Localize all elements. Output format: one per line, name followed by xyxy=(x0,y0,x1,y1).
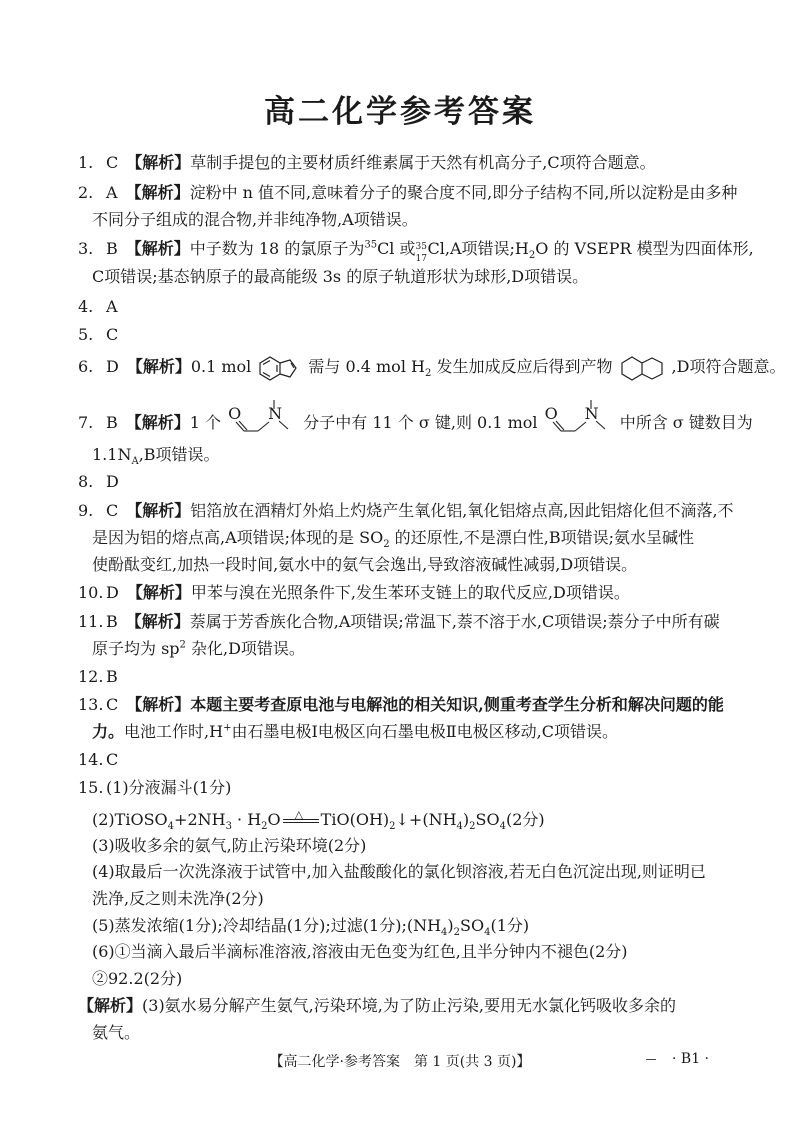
q-number: 4. xyxy=(78,297,94,316)
q-number: 14. xyxy=(78,750,104,769)
q-text: 淀粉中 n 值不同,意味着分子的聚合度不同,即分子结构不同,所以淀粉是由多种 xyxy=(189,183,738,202)
superscript: 2 xyxy=(179,639,186,651)
reaction-arrow xyxy=(281,807,321,831)
footer-center: 【高二化学·参考答案 第 1 页(共 3 页)】 xyxy=(269,1054,531,1070)
q-answer: B xyxy=(106,667,118,686)
q-answer: D xyxy=(106,472,119,491)
subscript: 2 xyxy=(383,539,390,551)
q-number: 3. xyxy=(78,239,94,258)
analysis-tag: 【解析】 xyxy=(125,612,190,631)
q-text: 中子数为 18 的氯原子为 xyxy=(189,239,365,258)
q-number: 1. xyxy=(78,153,94,172)
subscript: 2 xyxy=(389,821,396,833)
question-15-analysis-cont: 氨气。 xyxy=(92,1023,141,1042)
q-answer: B xyxy=(106,612,118,631)
q-text: 需与 0.4 mol H xyxy=(308,357,425,376)
question-2-cont: 不同分子组成的混合物,并非纯净物,A项错误。 xyxy=(92,210,418,229)
q-number: 5. xyxy=(78,325,94,344)
q-text: (1分) xyxy=(490,916,530,935)
eq-part: · H xyxy=(231,810,262,829)
q-text: (5)蒸发浓缩(1分);冷却结晶(1分);过滤(1分);(NH xyxy=(92,916,442,935)
q-text: 甲苯与溴在光照条件下,发生苯环支链上的取代反应,D项错误。 xyxy=(190,583,630,602)
q-text: 本题主要考查原电池与电解池的相关知识,侧重考查学生分析和解决问题的能 xyxy=(190,695,724,714)
q-text: 1.1N xyxy=(92,445,132,464)
footer-code: · B1 · xyxy=(672,1051,709,1067)
question-13 xyxy=(78,695,728,715)
analysis-tag: 【解析】 xyxy=(78,996,143,1015)
q-text: ,D项符合题意。 xyxy=(671,357,786,376)
q-answer: C xyxy=(106,325,119,344)
q-number: 7. xyxy=(78,413,94,432)
eq-part: TiO(OH) xyxy=(320,810,390,829)
atom-o: O xyxy=(228,404,242,423)
question-15-p4a: (4)取最后一次洗涤液于试管中,加入盐酸酸化的氯化钡溶液,若无白色沉淀出现,则证明已 xyxy=(92,862,706,881)
eq-part: SO xyxy=(475,810,500,829)
subscript: 4 xyxy=(499,821,506,833)
question-3 xyxy=(78,239,754,264)
question-15-p4b: 洗净,反之则未洗净(2分) xyxy=(92,889,264,908)
q-text: 草制手提包的主要材质纤维素属于天然有机高分子,C项符合题意。 xyxy=(190,153,656,172)
q-text: O 的 VSEPR 模型为四面体形, xyxy=(535,239,754,258)
question-15-p5 xyxy=(92,916,742,939)
subscript: 2 xyxy=(453,927,461,939)
atom-n: N xyxy=(268,404,283,423)
dmf-structure-2 xyxy=(543,400,615,436)
question-6 xyxy=(78,353,786,381)
q-answer: D xyxy=(106,357,119,376)
analysis-tag: 【解析】 xyxy=(126,357,191,376)
analysis-tag: 【解析】 xyxy=(125,183,190,202)
subscript: 2 xyxy=(261,821,268,833)
q-answer: B xyxy=(106,413,118,432)
q-text: 力。 xyxy=(92,722,125,741)
question-12 xyxy=(78,667,728,687)
q-number: 15. xyxy=(78,778,104,797)
mass-number: 35 xyxy=(364,239,378,251)
q-number: 10. xyxy=(78,583,104,602)
q-text: 中所含 σ 键数目为 xyxy=(619,413,753,432)
eq-part: ) xyxy=(462,810,470,829)
q-number: 2. xyxy=(78,183,94,202)
q-number: 13. xyxy=(78,695,104,714)
footer-dash xyxy=(646,1059,656,1060)
question-15-analysis xyxy=(78,996,728,1016)
q-text: Cl,A项错误;H xyxy=(427,239,529,258)
q-text: 是因为铝的熔点高,A项错误;体现的是 SO xyxy=(92,528,384,547)
q-number: 6. xyxy=(78,357,94,376)
page-title: 高二化学参考答案 xyxy=(264,94,536,130)
product-structure-icon xyxy=(618,354,672,382)
atomic-number: 17 xyxy=(415,253,427,264)
q-text: 杂化,D项错误。 xyxy=(185,639,305,658)
subscript: 4 xyxy=(456,821,463,833)
question-15-p6b: ②92.2(2分) xyxy=(92,969,183,988)
eq-part: +2NH xyxy=(174,810,226,829)
q-text: 萘属于芳香族化合物,A项错误;常温下,萘不溶于水,C项错误;萘分子中所有碳 xyxy=(189,612,720,631)
q-answer: C xyxy=(106,695,119,714)
eq-part: O xyxy=(267,810,281,829)
q-text: (1)分液漏斗(1分) xyxy=(106,778,232,797)
question-9-cont xyxy=(92,528,742,551)
subscript: 2 xyxy=(469,821,476,833)
analysis-tag: 【解析】 xyxy=(126,501,191,520)
q-answer: C xyxy=(106,501,119,520)
question-1 xyxy=(78,153,728,173)
eq-part: ↓+(NH xyxy=(395,810,457,829)
subscript: 3 xyxy=(225,821,232,833)
analysis-tag: 【解析】 xyxy=(125,413,190,432)
atom-n: N xyxy=(584,404,599,423)
q-answer: D xyxy=(106,583,119,602)
heat-condition: △ xyxy=(294,807,304,821)
question-9 xyxy=(78,501,734,521)
subscript: 4 xyxy=(484,927,491,939)
q-number: 9. xyxy=(78,501,94,520)
q-number: 11. xyxy=(78,612,104,631)
question-14 xyxy=(78,750,728,770)
q-answer: A xyxy=(106,183,118,202)
subscript: 2 xyxy=(424,368,432,380)
eq-part: (2)TiOSO xyxy=(92,810,168,829)
q-text: (3)氨水易分解产生氨气,污染环境,为了防止污染,要用无水氯化钙吸收多余的 xyxy=(142,996,676,1015)
q-text: 电池工作时,H xyxy=(124,722,224,741)
q-text: 的还原性,不是漂白性,B项错误;氨水呈碱性 xyxy=(389,528,694,547)
question-3-cont: C项错误;基态钠原子的最高能级 3s 的原子轨道形状为球形,D项错误。 xyxy=(92,267,589,286)
question-11 xyxy=(78,612,728,632)
question-15 xyxy=(78,778,728,798)
indene-structure-icon xyxy=(256,354,308,382)
analysis-tag: 【解析】 xyxy=(126,583,191,602)
analysis-tag: 【解析】 xyxy=(125,239,190,258)
q-text: 1 个 xyxy=(189,413,222,432)
eq-part: (2分) xyxy=(505,810,545,829)
question-15-p6a: (6)①当滴入最后半滴标准溶液,溶液由无色变为红色,且半分钟内不褪色(2分) xyxy=(92,942,628,961)
question-13-cont xyxy=(92,722,742,742)
question-9-cont2: 使酚酞变红,加热一段时间,氨水中的氨气会逸出,导致溶液碱性减弱,D项错误。 xyxy=(92,555,638,574)
q-answer: C xyxy=(106,153,119,172)
question-2 xyxy=(78,183,738,203)
dmf-structure-1 xyxy=(226,400,298,436)
q-text: ) xyxy=(447,916,454,935)
question-7-cont xyxy=(92,445,742,468)
q-number: 8. xyxy=(78,472,94,491)
analysis-tag: 【解析】 xyxy=(126,153,191,172)
q-text: 由石墨电极Ⅰ电极区向石墨电极Ⅱ电极区移动,C项错误。 xyxy=(231,722,618,741)
q-text: 分子中有 11 个 σ 键,则 0.1 mol xyxy=(303,413,538,432)
mass-number: 35 xyxy=(415,241,427,252)
subscript: 2 xyxy=(528,250,536,262)
subscript: 4 xyxy=(441,927,448,939)
question-8 xyxy=(78,472,728,492)
question-15-eq xyxy=(92,808,742,832)
question-10 xyxy=(78,583,728,603)
q-answer: A xyxy=(106,297,118,316)
q-text: ,B项错误。 xyxy=(138,445,220,464)
subscript: 4 xyxy=(167,821,175,833)
analysis-tag: 【解析】 xyxy=(126,695,191,714)
superscript: + xyxy=(223,722,232,734)
q-text: 发生加成反应后得到产物 xyxy=(431,357,613,376)
q-text: Cl 或 xyxy=(377,239,416,258)
q-text: 铝箔放在酒精灯外焰上灼烧产生氧化铝,氧化铝熔点高,因此铝熔化但不滴落,不 xyxy=(190,501,734,520)
question-7 xyxy=(78,400,753,440)
q-text: 原子均为 sp xyxy=(92,639,180,658)
question-15-p3: (3)吸收多余的氨气,防止污染环境(2分) xyxy=(92,836,367,855)
q-answer: B xyxy=(106,239,118,258)
q-text: SO xyxy=(460,916,485,935)
question-5 xyxy=(78,325,728,345)
question-4 xyxy=(78,297,728,317)
subscript: A xyxy=(131,456,139,468)
atom-o: O xyxy=(544,404,558,423)
q-answer: C xyxy=(106,750,119,769)
q-number: 12. xyxy=(78,667,104,686)
question-11-cont xyxy=(92,639,742,659)
q-text: 0.1 mol xyxy=(190,357,252,376)
